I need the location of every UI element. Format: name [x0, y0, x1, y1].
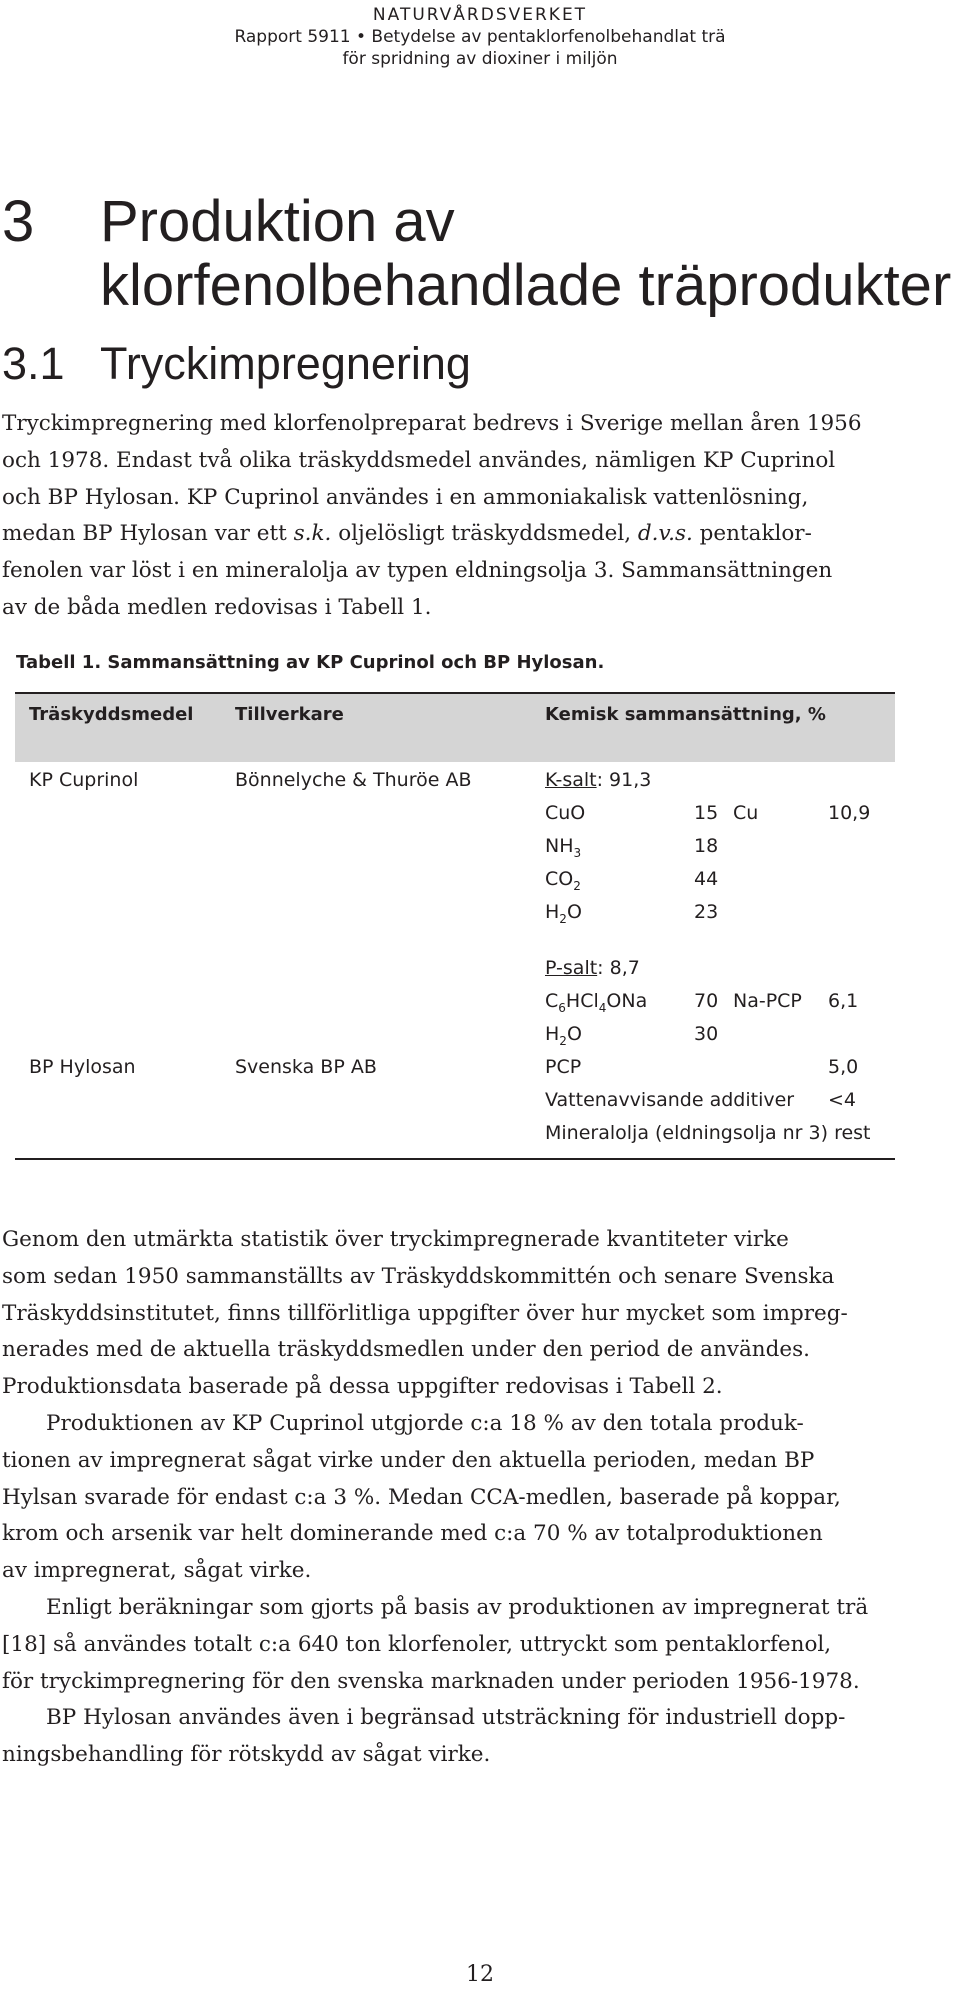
cell-additives: Vattenavvisande additiver	[545, 1089, 795, 1111]
text-line: ningsbehandling för rötskydd av sågat virke.	[2, 1741, 491, 1767]
chapter-title	[100, 190, 951, 318]
report-header	[0, 4, 960, 70]
cell-cuprinol-name: KP Cuprinol	[29, 769, 139, 791]
formula-part: O	[566, 901, 582, 923]
header-col-composition: Kemisk sammansättning, %	[545, 704, 826, 725]
text-line: av impregnerat, sågat virke.	[2, 1558, 312, 1584]
cell-ksalt	[545, 768, 651, 792]
header-col-preservative: Träskyddsmedel	[29, 704, 194, 725]
cell-h2o-value: 23	[694, 901, 719, 923]
cell-hylosan-maker: Svenska BP AB	[235, 1056, 377, 1078]
section-number: 3.1	[2, 338, 65, 389]
text-line: Hylsan svarade för endast c:a 3 %. Medan CCA-medlen, baserade på koppar,	[2, 1484, 841, 1510]
cell-cuprinol-maker: Bönnelyche & Thuröe AB	[235, 769, 472, 791]
text-segment: oljelösligt träskyddsmedel,	[331, 521, 638, 547]
cell-h2o-psalt-value: 30	[694, 1023, 719, 1045]
formula-subscript: 3	[573, 846, 582, 860]
formula-part: HCl	[565, 990, 599, 1012]
cell-nh3	[545, 834, 581, 858]
cell-additives-value: <4	[828, 1089, 857, 1111]
text-line: BP Hylosan användes även i begränsad utsträckning för industriell dopp-	[46, 1705, 846, 1730]
cell-c6hcl4ona-value: 70	[694, 990, 719, 1012]
text-line	[2, 516, 960, 553]
cell-h2o	[545, 900, 582, 924]
text-line: Träskyddsinstitutet, finns tillförlitliga uppgifter över hur mycket som impreg-	[2, 1300, 848, 1326]
cell-cu-value: 10,9	[828, 802, 871, 824]
text-line: [18] så användes totalt c:a 640 ton klorfenoler, uttryckt som pentaklorfenol,	[2, 1631, 832, 1657]
header-org: NATURVÅRDSVERKET	[372, 5, 588, 25]
ksalt-label: K-salt	[545, 769, 597, 791]
text-line: Produktionen av KP Cuprinol utgjorde c:a 18 % av den totala produk-	[46, 1411, 804, 1436]
text-line: och 1978. Endast två olika träskyddsmedel användes, nämligen KP Cuprinol	[2, 447, 836, 473]
formula-subscript: 6	[558, 1001, 566, 1015]
formula-part: O	[566, 1023, 582, 1045]
cell-psalt	[545, 956, 640, 980]
formula-subscript: 2	[559, 1034, 567, 1048]
cell-cuo: CuO	[545, 802, 586, 824]
text-line: av de båda medlen redovisas i Tabell 1.	[2, 594, 432, 620]
body-paragraph-2	[2, 1406, 960, 1590]
table-bottom-rule	[15, 1158, 895, 1160]
text-line: nerades med de aktuella träskyddsmedlen under den period de användes.	[2, 1337, 810, 1363]
cell-co2-value: 44	[694, 868, 719, 890]
formula-subscript: 2	[573, 879, 581, 893]
cell-pcp-value: 5,0	[828, 1056, 859, 1078]
header-report-title: Rapport 5911 • Betydelse av pentaklorfenolbehandlat trä	[234, 27, 726, 47]
formula-part: ONa	[606, 990, 648, 1012]
formula-part: H	[545, 901, 560, 923]
formula-part: H	[545, 1023, 560, 1045]
text-segment: pentaklor-	[692, 521, 812, 547]
cell-c6hcl4ona	[545, 989, 647, 1013]
text-line: Tryckimpregnering med klorfenolpreparat bedrevs i Sverige mellan åren 1956	[2, 411, 862, 436]
table-header-row	[15, 692, 895, 762]
section-title: Tryckimpregnering	[100, 338, 471, 389]
formula-part: NH	[545, 835, 574, 857]
psalt-label: P-salt	[545, 957, 598, 979]
text-line: Genom den utmärkta statistik över tryckimpregnerade kvantiteter virke	[2, 1227, 789, 1252]
ksalt-value: : 91,3	[596, 769, 652, 791]
cell-hylosan-name: BP Hylosan	[29, 1056, 136, 1078]
psalt-value: : 8,7	[597, 957, 640, 979]
chapter-title-line1: Produktion av	[100, 189, 455, 254]
cell-pcp: PCP	[545, 1056, 582, 1078]
text-line: krom och arsenik var helt dominerande med c:a 70 % av totalproduktionen	[2, 1521, 823, 1547]
cell-cuo-value: 15	[694, 802, 719, 824]
cell-h2o-psalt	[545, 1022, 582, 1046]
cell-nh3-value: 18	[694, 835, 719, 857]
body-paragraph-4	[2, 1700, 960, 1774]
text-line: och BP Hylosan. KP Cuprinol användes i en ammoniakalisk vattenlösning,	[2, 484, 809, 510]
intro-paragraph	[2, 406, 960, 627]
cell-co2	[545, 867, 581, 891]
text-line: som sedan 1950 sammanställts av Träskyddskommittén och senare Svenska	[2, 1263, 835, 1289]
formula-part: C	[545, 990, 559, 1012]
text-line: tionen av impregnerat sågat virke under den aktuella perioden, medan BP	[2, 1447, 815, 1473]
header-report-subtitle: för spridning av dioxiner i miljön	[342, 49, 618, 69]
table-caption: Tabell 1. Sammansättning av KP Cuprinol och BP Hylosan.	[16, 652, 605, 673]
text-line: Enligt beräkningar som gjorts på basis av produktionen av impregnerat trä	[46, 1595, 869, 1620]
abbrev-sk: s.k.	[293, 521, 332, 547]
cell-napcp: Na-PCP	[733, 990, 802, 1012]
header-col-manufacturer: Tillverkare	[235, 704, 344, 725]
cell-cu: Cu	[733, 802, 759, 824]
cell-mineral-oil: Mineralolja (eldningsolja nr 3) rest	[545, 1122, 871, 1144]
text-line: fenolen var löst i en mineralolja av typen eldningsolja 3. Sammansättningen	[2, 558, 833, 584]
abbrev-dvs: d.v.s.	[637, 521, 693, 547]
formula-subscript: 2	[559, 912, 567, 926]
cell-napcp-value: 6,1	[828, 990, 859, 1012]
body-paragraph-3	[2, 1590, 960, 1700]
body-paragraph-1	[2, 1222, 960, 1406]
text-segment: medan BP Hylosan var ett	[2, 521, 294, 547]
chapter-title-line2: klorfenolbehandlade träprodukter	[100, 253, 952, 318]
page-number: 12	[466, 1962, 494, 1987]
formula-subscript: 4	[598, 1001, 607, 1015]
text-line: för tryckimpregnering för den svenska marknaden under perioden 1956-1978.	[2, 1668, 860, 1694]
chapter-number: 3	[2, 189, 35, 254]
text-line: Produktionsdata baserade på dessa uppgifter redovisas i Tabell 2.	[2, 1374, 723, 1400]
formula-part: CO	[545, 868, 574, 890]
